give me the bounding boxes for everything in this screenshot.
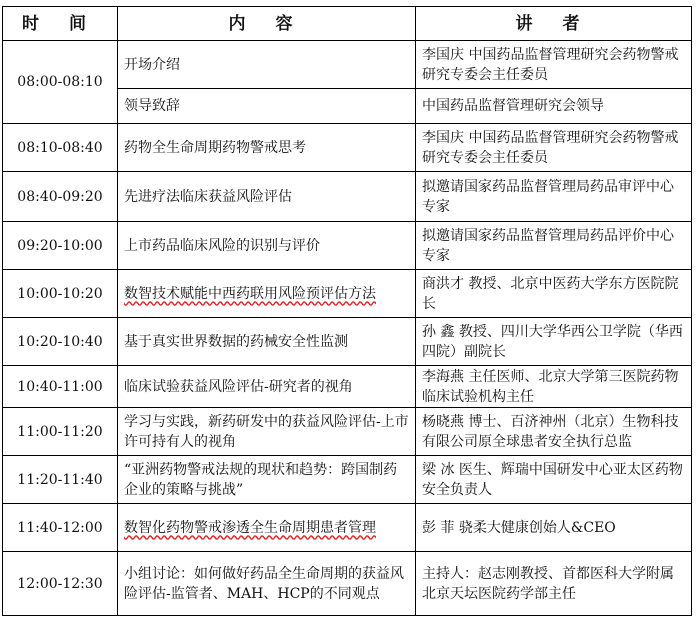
time-cell: 12:00-12:30	[3, 552, 118, 616]
time-cell: 08:10-08:40	[3, 124, 118, 172]
speaker-cell: 商洪才 教授、北京中医药大学东方医院院长	[416, 270, 692, 318]
table-row	[3, 270, 692, 318]
content-cell: 数智技术赋能中西药联用风险预评估方法	[118, 270, 416, 318]
content-cell: “亚洲药物警戒法规的现状和趋势：跨国制药企业的策略与挑战”	[118, 456, 416, 504]
content-cell: 领导致辞	[118, 89, 416, 124]
time-cell: 11:20-11:40	[3, 456, 118, 504]
speaker-cell: 拟邀请国家药品监督管理局药品评价中心专家	[416, 222, 692, 270]
content-cell: 小组讨论：如何做好药品全生命周期的获益风险评估-监管者、MAH、HCP的不同观点	[118, 552, 416, 616]
content-cell: 学习与实践，新药研发中的获益风险评估-上市许可持有人的视角	[118, 408, 416, 456]
table-row	[3, 456, 692, 504]
content-cell: 药物全生命周期药物警戒思考	[118, 124, 416, 172]
content-cell: 先进疗法临床获益风险评估	[118, 172, 416, 222]
content-cell: 临床试验获益风险评估-研究者的视角	[118, 366, 416, 408]
time-cell: 08:40-09:20	[3, 172, 118, 222]
header-time: 时 间	[3, 7, 118, 41]
speaker-cell: 李海燕 主任医师、北京大学第三医院药物临床试验机构主任	[416, 366, 692, 408]
speaker-cell: 梁 冰 医生、辉瑞中国研发中心亚太区药物安全负责人	[416, 456, 692, 504]
speaker-cell: 拟邀请国家药品监督管理局药品审评中心专家	[416, 172, 692, 222]
content-cell: 基于真实世界数据的药械安全性监测	[118, 318, 416, 366]
table-row	[3, 366, 692, 408]
time-cell: 10:20-10:40	[3, 318, 118, 366]
time-cell: 11:00-11:20	[3, 408, 118, 456]
time-cell: 08:00-08:10	[3, 41, 118, 124]
table-row	[3, 172, 692, 222]
speaker-cell: 彭 菲 骁柔大健康创始人&CEO	[416, 504, 692, 552]
schedule-table	[2, 6, 692, 616]
table-row	[3, 222, 692, 270]
table-row	[3, 504, 692, 552]
table-row	[3, 408, 692, 456]
table-row	[3, 41, 692, 89]
speaker-cell: 李国庆 中国药品监督管理研究会药物警戒研究专委会主任委员	[416, 124, 692, 172]
time-cell: 11:40-12:00	[3, 504, 118, 552]
speaker-cell: 杨晓燕 博士、百济神州（北京）生物科技有限公司原全球患者安全执行总监	[416, 408, 692, 456]
time-cell: 10:40-11:00	[3, 366, 118, 408]
speaker-cell: 中国药品监督管理研究会领导	[416, 89, 692, 124]
table-row	[3, 552, 692, 616]
speaker-cell: 孙 鑫 教授、四川大学华西公卫学院（华西四院）副院长	[416, 318, 692, 366]
header-speaker: 讲 者	[416, 7, 692, 41]
speaker-cell: 李国庆 中国药品监督管理研究会药物警戒研究专委会主任委员	[416, 41, 692, 89]
time-cell: 09:20-10:00	[3, 222, 118, 270]
header-content: 内 容	[118, 7, 416, 41]
table-row	[3, 124, 692, 172]
time-cell: 10:00-10:20	[3, 270, 118, 318]
header-row	[3, 7, 692, 41]
content-cell: 数智化药物警戒渗透全生命周期患者管理	[118, 504, 416, 552]
content-cell: 开场介绍	[118, 41, 416, 89]
table-row	[3, 318, 692, 366]
speaker-cell: 主持人：赵志刚教授、首都医科大学附属北京天坛医院药学部主任	[416, 552, 692, 616]
content-cell: 上市药品临床风险的识别与评价	[118, 222, 416, 270]
